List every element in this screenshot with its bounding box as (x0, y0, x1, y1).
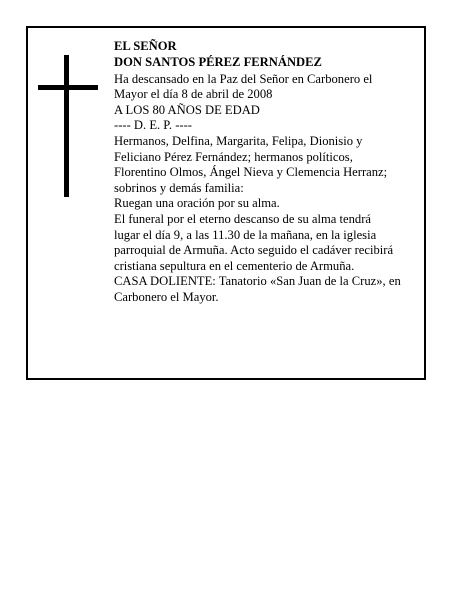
cross-horizontal-bar (38, 85, 98, 90)
funeral-line: parroquial de Armuña. Acto seguido el cadáver recibirá (114, 243, 394, 258)
funeral-line: lugar el día 9, a las 11.30 de la mañana, en la iglesia (114, 227, 377, 242)
funeral-line: cristiana sepultura en el cementerio de Armuña. (114, 258, 355, 273)
mourning-house-line: CASA DOLIENTE: Tanatorio «San Juan de la Cruz», en (114, 274, 401, 289)
announcement-line: Mayor el día 8 de abril de 2008 (114, 87, 273, 102)
family-line: Florentino Olmos, Ángel Nieva y Clemencia Herranz; (114, 165, 388, 180)
funeral-line: El funeral por el eterno descanso de su alma tendrá (114, 212, 372, 227)
deceased-name: DON SANTOS PÉREZ FERNÁNDEZ (114, 54, 322, 69)
obituary-text (114, 39, 426, 306)
title-line: EL SEÑOR (114, 39, 177, 53)
cross-vertical-bar (64, 55, 69, 197)
age-line: A LOS 80 AÑOS DE EDAD (114, 102, 260, 117)
rip-line: ---- D. E. P. ---- (114, 118, 192, 133)
family-line: Hermanos, Delfina, Margarita, Felipa, Dionisio y (114, 134, 363, 149)
prayer-line: Ruegan una oración por su alma. (114, 196, 280, 211)
family-line: Feliciano Pérez Fernández; hermanos políticos, (114, 149, 353, 164)
mourning-house-line: Carbonero el Mayor. (114, 290, 219, 304)
announcement-line: Ha descansado en la Paz del Señor en Carbonero el (114, 71, 373, 86)
cross-icon (38, 55, 98, 197)
family-line: sobrinos y demás familia: (114, 180, 244, 195)
